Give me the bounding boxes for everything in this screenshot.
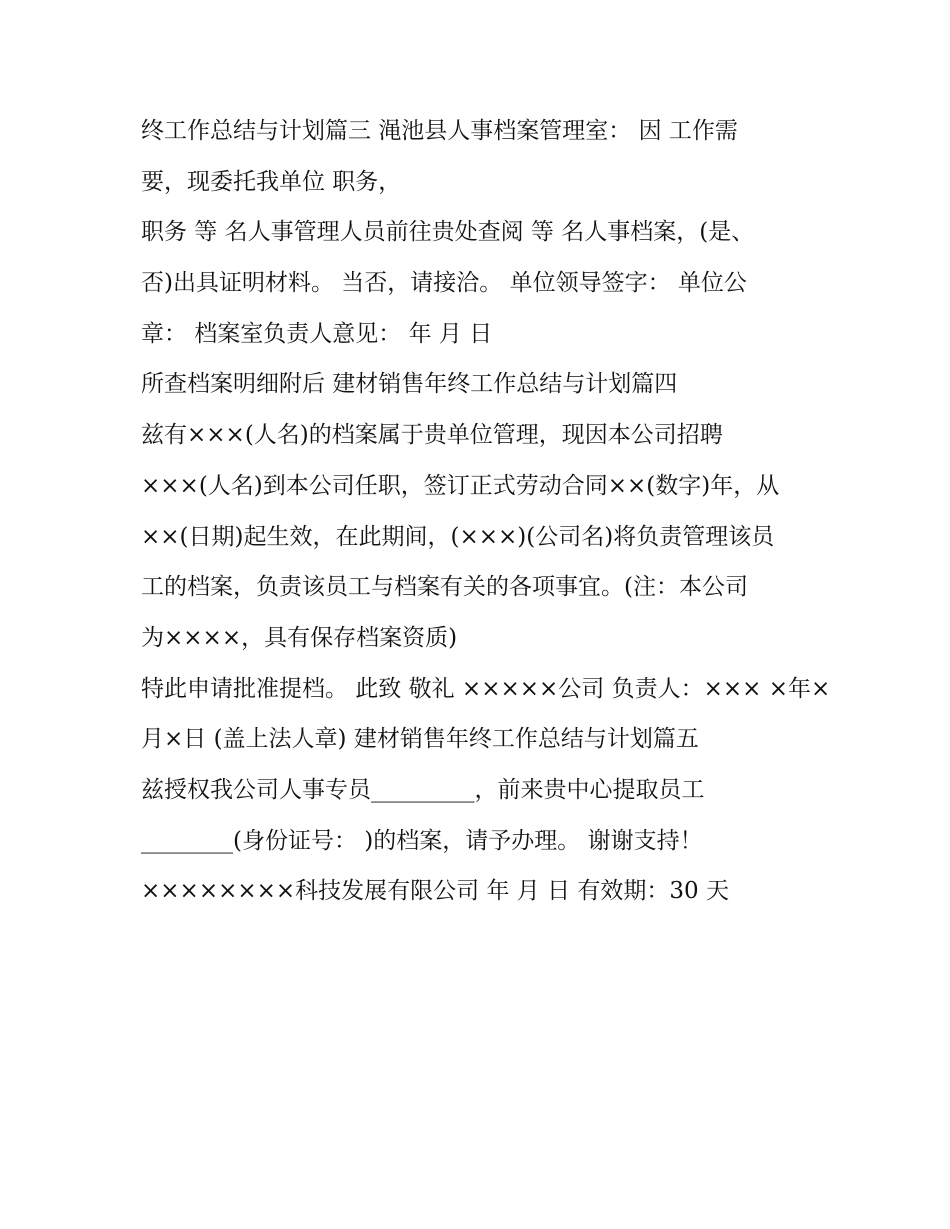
text-line-14: 兹授权我公司人事专员_________，前来贵中心提取员工	[141, 776, 705, 803]
text-line-3: 职务 等 名人事管理人员前往贵处查阅 等 名人事档案，(是、	[141, 219, 755, 246]
text-line-8: ×××(人名)到本公司任职，签订正式劳动合同××(数字)年，从	[141, 472, 780, 499]
text-line-12: 特此申请批准提档。 此致 敬礼 ×××××公司 负责人：××× ×年×	[141, 675, 831, 702]
text-line-1: 终工作总结与计划篇三 渑池县人事档案管理室： 因 工作需	[141, 118, 738, 144]
text-line-10: 工的档案，负责该员工与档案有关的各项事宜。(注：本公司	[141, 574, 748, 601]
text-line-2: 要，现委托我单位 职务，	[141, 168, 402, 195]
text-line-16: ××××××××科技发展有限公司 年 月 日 有效期：30 天	[141, 878, 729, 905]
document-body	[141, 106, 841, 917]
text-line-9: ××(日期)起生效，在此期间，(×××)(公司名)将负责管理该员	[141, 523, 775, 550]
text-line-11: 为××××，具有保存档案资质)	[141, 624, 458, 651]
text-line-5: 章： 档案室负责人意见： 年 月 日	[141, 320, 493, 347]
text-line-15: ________(身份证号： )的档案，请予办理。 谢谢支持！	[141, 827, 703, 854]
text-line-7: 兹有×××(人名)的档案属于贵单位管理，现因本公司招聘	[141, 422, 723, 449]
text-line-6: 所查档案明细附后 建材销售年终工作总结与计划篇四	[141, 371, 678, 398]
text-line-4: 否)出具证明材料。 当否，请接洽。 单位领导签字： 单位公	[141, 270, 747, 297]
text-line-13: 月×日 (盖上法人章) 建材销售年终工作总结与计划篇五	[141, 726, 699, 753]
